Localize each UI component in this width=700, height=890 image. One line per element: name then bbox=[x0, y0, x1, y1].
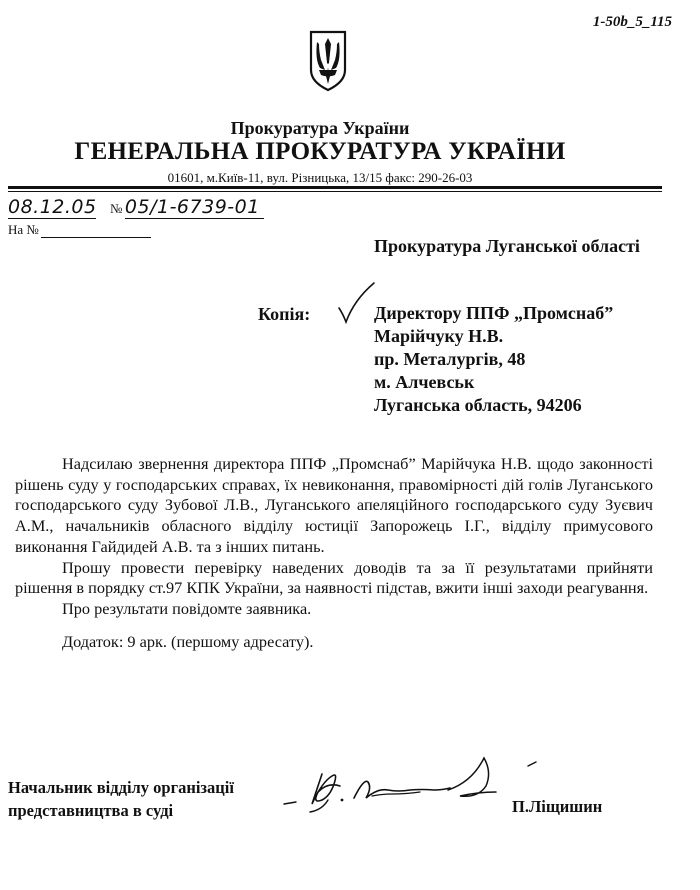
outgoing-number-label: № bbox=[110, 201, 123, 216]
signer-name: П.Ліщишин bbox=[512, 797, 603, 816]
recipient: Прокуратура Луганської області bbox=[374, 236, 640, 256]
org-name-line1: Прокуратура України bbox=[230, 118, 410, 138]
header-rule-thick bbox=[8, 186, 662, 189]
header-rule-thin bbox=[8, 191, 662, 192]
copy-recipient-block bbox=[374, 302, 613, 417]
copy-line: м. Алчевськ bbox=[374, 372, 475, 392]
trident-emblem-icon bbox=[308, 30, 348, 92]
incoming-number-row bbox=[8, 222, 151, 238]
attachment-note: Додаток: 9 арк. (першому адресату). bbox=[62, 631, 314, 651]
body-paragraph: Надсилаю звернення директора ППФ „Промснаб” Марійчука Н.В. щодо законності рішень суду у господарських справах, їх невиконання, правомірності дій голів Луганського господарського суду Зубової Л.В., Луганського апеляційного господарського суду Зуєвич А.М., начальників обласного відділу юстиції Запорожець І.Г., відділу примусового виконання Гайдидей А.В. та з інших питань. bbox=[15, 454, 653, 556]
org-address: 01601, м.Київ-11, вул. Різницька, 13/15 факс: 290-26-03 bbox=[167, 170, 473, 185]
signatory-title-line2: представництва в суді bbox=[8, 801, 174, 820]
document-reference-code: 1-50b_5_115 bbox=[592, 14, 672, 30]
signatory-title bbox=[8, 776, 234, 822]
outgoing-date: 08.12.05 bbox=[8, 196, 97, 218]
copy-line: Луганська область, 94206 bbox=[374, 395, 582, 415]
checkmark-icon bbox=[336, 280, 376, 326]
copy-line: Директору ППФ „Промснаб” bbox=[374, 303, 614, 323]
incoming-number-label: На № bbox=[8, 222, 39, 237]
incoming-number-blank bbox=[41, 225, 151, 238]
body-paragraph: Про результати повідомте заявника. bbox=[62, 598, 312, 618]
org-name-line2: ГЕНЕРАЛЬНА ПРОКУРАТУРА УКРАЇНИ bbox=[74, 138, 566, 165]
outgoing-number-row bbox=[8, 196, 264, 222]
copy-line: пр. Металургів, 48 bbox=[374, 349, 526, 369]
letter-body bbox=[15, 454, 653, 652]
body-paragraph: Прошу провести перевірку наведених доводів та за її результатами прийняти рішення в порядку ст.97 КПК України, за наявності підстав, вжити інші заходи реагування. bbox=[15, 557, 653, 598]
signatory-title-line1: Начальник відділу організації bbox=[8, 778, 234, 797]
outgoing-number: 05/1-6739-01 bbox=[125, 196, 264, 219]
copy-label: Копія: bbox=[258, 304, 311, 324]
copy-line: Марійчуку Н.В. bbox=[374, 326, 504, 346]
